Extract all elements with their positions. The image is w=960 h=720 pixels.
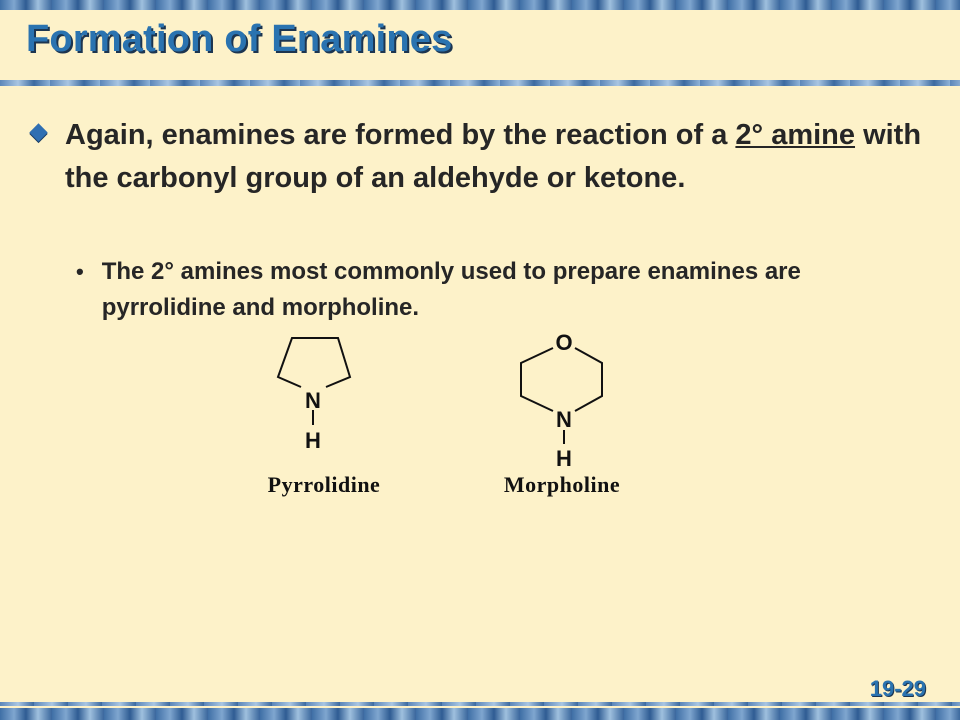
diamond-bullet-icon [29, 123, 47, 141]
slide-title: Formation of Enamines [26, 18, 453, 60]
morpholine-o-atom: O [555, 330, 573, 355]
top-decorative-band [0, 0, 960, 10]
title-underline-band [0, 80, 960, 86]
footer-thin-band [0, 702, 960, 706]
pyrrolidine-caption: Pyrrolidine [267, 472, 381, 497]
sub-bullet-marker: • [76, 259, 84, 284]
main-bullet-text-before: Again, enamines are formed by the reaction of a [65, 119, 736, 151]
sub-bullet [76, 254, 856, 326]
slide-number: 19-29 [869, 676, 926, 701]
pyrrolidine-n-atom: N [305, 388, 321, 413]
morpholine-n-atom: N [556, 407, 572, 432]
morpholine-ring-left [521, 348, 553, 411]
chemical-structures [240, 326, 660, 506]
main-bullet-text-after: with the carbonyl group of an aldehyde or ketone. [65, 119, 922, 194]
morpholine-ring-right [575, 348, 602, 411]
pyrrolidine-h-atom: H [305, 428, 321, 453]
sub-bullet-text: The 2° amines most commonly used to prepare enamines are pyrrolidine and morpholine. [101, 258, 801, 321]
pyrrolidine-ring [278, 338, 350, 387]
underlined-term: 2° amine [735, 119, 856, 151]
main-bullet [28, 114, 928, 200]
morpholine-h-atom: H [556, 446, 572, 471]
main-bullet-text [65, 114, 928, 200]
morpholine-caption: Morpholine [503, 472, 621, 497]
bottom-decorative-band [0, 708, 960, 720]
